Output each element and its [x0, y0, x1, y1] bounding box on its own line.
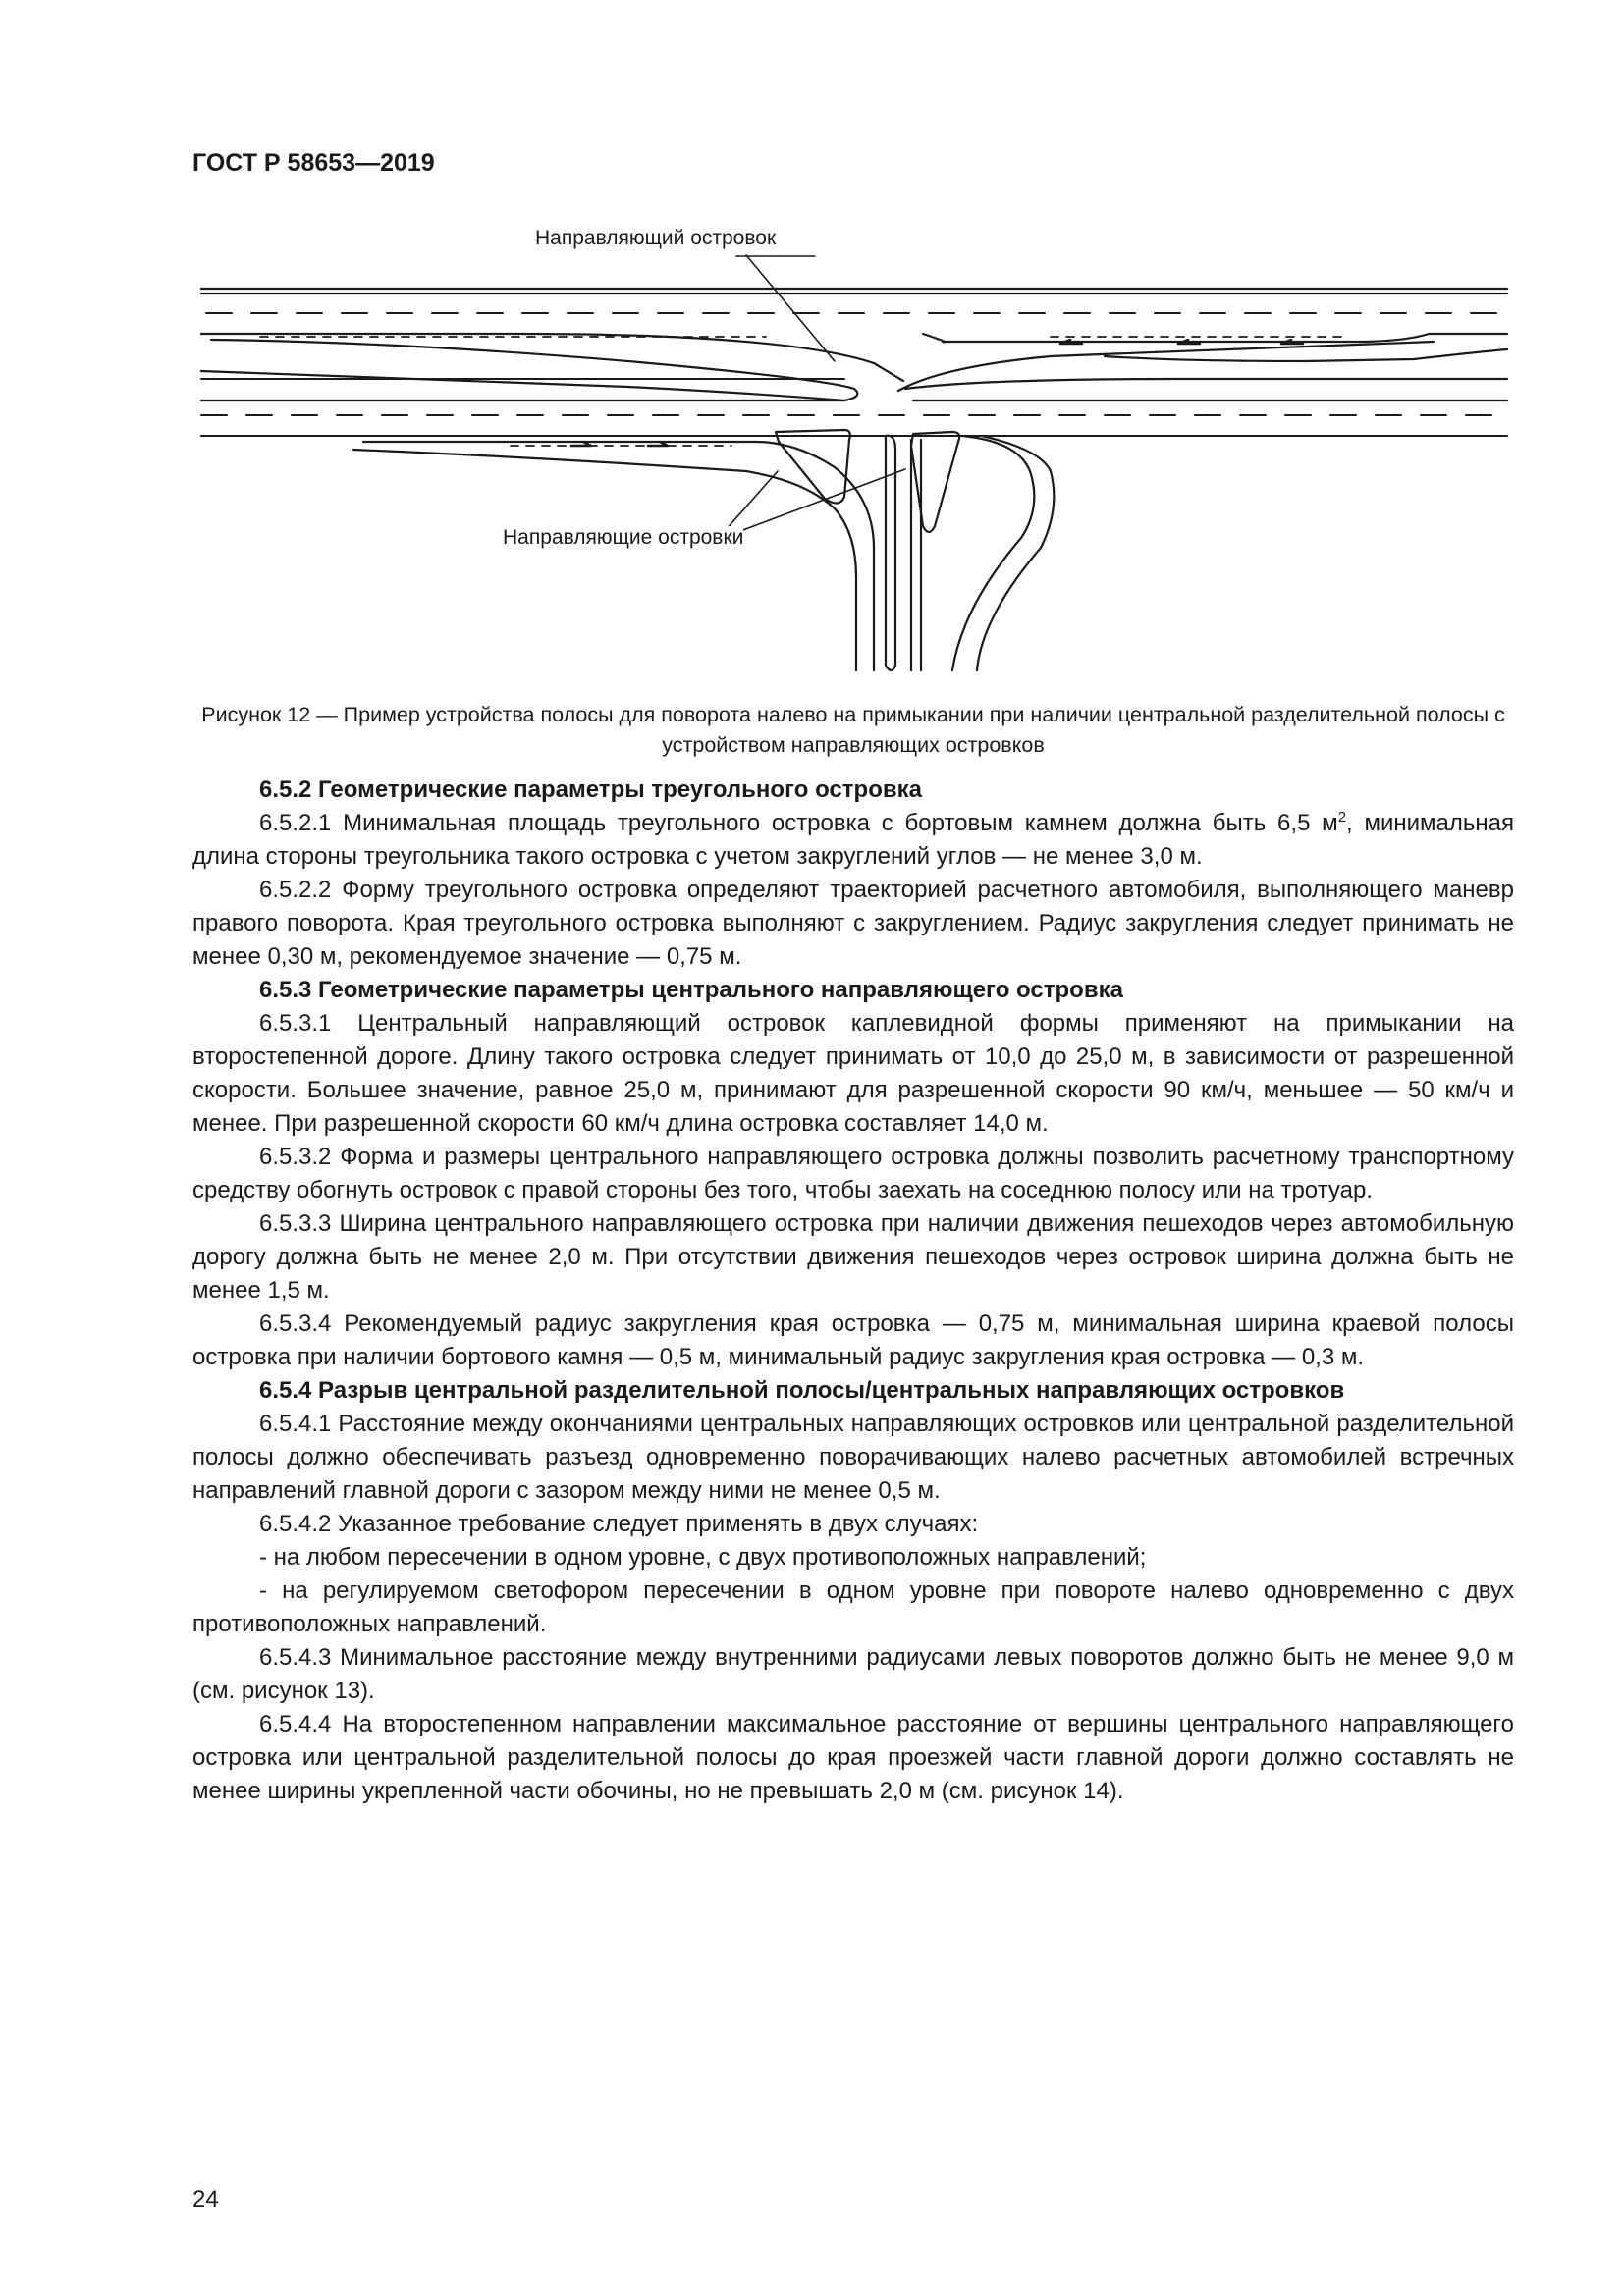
- section-title-6-5-2: 6.5.2 Геометрические параметры треугольного островка: [259, 776, 922, 803]
- label-guiding-islands: Направляющие островки: [503, 526, 744, 549]
- paragraph-6-5-4-1: 6.5.4.1 Расстояние между окончаниями центральных направляющих островков или центральной разделительной полосы должно обеспечивать разъезд одновременно поворачивающих налево расчетных автомобилей встречных направлений главной дороги с зазором между ними не менее 0,5 м.: [192, 1411, 1514, 1504]
- figure-caption: Рисунок 12 — Пример устройства полосы для поворота налево на примыкании при наличии центральной разделительной полосы с устройством направляющих островков: [201, 703, 1505, 757]
- triangular-island-right: [911, 432, 959, 532]
- paragraph-6-5-3-2: 6.5.3.2 Форма и размеры центрального направляющего островка должны позволить расчетному транспортному средству обогнуть островок с правой стороны без того, чтобы заехать на соседнюю полосу или на тротуар.: [192, 1144, 1514, 1203]
- paragraph-6-5-3-1: 6.5.3.1 Центральный направляющий островок каплевидной формы применяют на примыкании на второстепенной дороге. Длину такого островка следует принимать от 10,0 до 25,0 м, в зависимости от разрешенной скорости. Большее значение, равное 25,0 м, принимают для разрешенной скорости 90 км/ч, меньшее — 50 км/ч и менее. При разрешенной скорости 60 км/ч длина островка составляет 14,0 м.: [192, 1010, 1514, 1137]
- minor-road-edge-right: [952, 436, 1034, 670]
- document-body: [192, 774, 1514, 1808]
- figure-12-intersection-diagram: [196, 214, 1512, 685]
- section-title-6-5-4: 6.5.4 Разрыв центральной разделительной полосы/центральных направляющих островков: [259, 1377, 1345, 1404]
- median-edge-top-right: [923, 334, 1507, 342]
- label-guiding-island: Направляющий островок: [535, 227, 777, 249]
- paragraph-6-5-3-4: 6.5.3.4 Рекомендуемый радиус закругления края островка — 0,75 м, минимальная ширина краевой полосы островка при наличии бортового камня — 0,5 м, минимальный радиус закругления края островка — 0,3 м.: [192, 1310, 1514, 1370]
- paragraph-6-5-4-2: 6.5.4.2 Указанное требование следует применять в двух случаях:: [259, 1511, 979, 1537]
- paragraph-6-5-4-4: 6.5.4.4 На второстепенном направлении максимальное расстояние от вершины центрального направляющего островка или центральной разделительной полосы до края проезжей части главной дороги должно составлять не менее ширины укрепленной части обочины, но не превышать 2,0 м (см. рисунок 14).: [192, 1711, 1514, 1804]
- paragraph-6-5-2-1: 6.5.2.1 Минимальная площадь треугольного островка с бортовым камнем должна быть 6,5 $м^2$, минимальная длина стороны треугольника такого островка с учетом закруглений углов — не менее 3,0 м.: [192, 809, 1514, 870]
- central-median-left: [201, 340, 857, 400]
- document-header: ГОСТ Р 58653—2019: [192, 149, 435, 177]
- paragraph-6-5-3-3: 6.5.3.3 Ширина центрального направляющего островка при наличии движения пешеходов через автомобильную дорогу должна быть не менее 2,0 м. При отсутствии движения пешеходов через островок ширина должна быть не менее 1,5 м.: [192, 1210, 1514, 1304]
- paragraph-6-5-4-3: 6.5.4.3 Минимальное расстояние между внутренними радиусами левых поворотов должно быть не менее 9,0 м (см. рисунок 13).: [192, 1644, 1514, 1704]
- right-turn-lane-edge: [363, 442, 874, 670]
- page-number: 24: [192, 2186, 219, 2213]
- minor-road-central-island: [886, 436, 895, 670]
- section-title-6-5-3: 6.5.3 Геометрические параметры центрального направляющего островка: [259, 977, 1123, 1003]
- paragraph-6-5-2-2: 6.5.2.2 Форму треугольного островка определяют траекторией расчетного автомобиля, выполняющего маневр правого поворота. Края треугольного островка выполняют с закруглением. Радиус закругления следует принимать не менее 0,30 м, рекомендуемое значение — 0,75 м.: [192, 877, 1514, 970]
- list-item-2: - на регулируемом светофором пересечении в одном уровне при повороте налево одновременно с двух противоположных направлений.: [192, 1577, 1514, 1637]
- road-scheme-drawing: [196, 214, 1512, 685]
- list-item-1: - на любом пересечении в одном уровне, с двух противоположных направлений;: [259, 1544, 1147, 1571]
